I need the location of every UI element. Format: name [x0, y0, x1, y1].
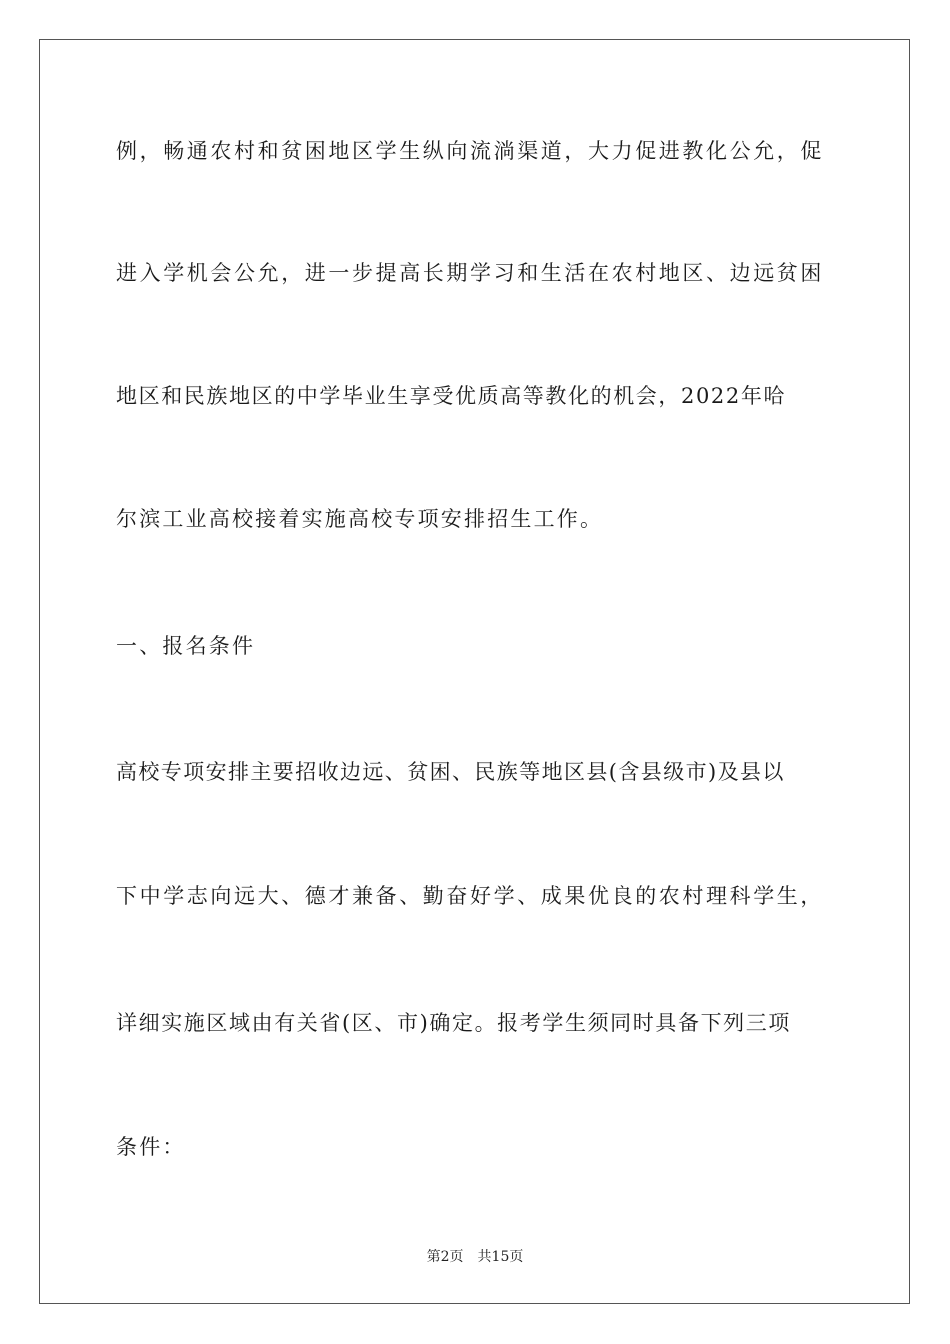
page-footer [0, 1248, 950, 1266]
section-heading: 一、报名条件 [116, 634, 256, 658]
body-text-line: 下中学志向远大、德才兼备、勤奋好学、成果优良的农村理科学生， [116, 884, 824, 908]
page-border [39, 39, 910, 1304]
page-total: 共15页 [477, 1249, 524, 1265]
body-text-line: 例，畅通农村和贫困地区学生纵向流淌渠道，大力促进教化公允，促 [116, 139, 824, 163]
body-text-line: 进入学机会公允，进一步提高长期学习和生活在农村地区、边远贫困 [116, 261, 824, 285]
body-text-line: 地区和民族地区的中学毕业生享受优质高等教化的机会，2022年哈 [116, 384, 787, 408]
body-text-line: 尔滨工业高校接着实施高校专项安排招生工作。 [116, 507, 604, 531]
body-text-line: 详细实施区域由有关省(区、市)确定。报考学生须同时具备下列三项 [116, 1011, 791, 1035]
body-text-line: 条件： [116, 1135, 186, 1159]
page-number: 第2页 [426, 1249, 464, 1265]
body-text-line: 高校专项安排主要招收边远、贫困、民族等地区县(含县级市)及县以 [116, 760, 785, 784]
